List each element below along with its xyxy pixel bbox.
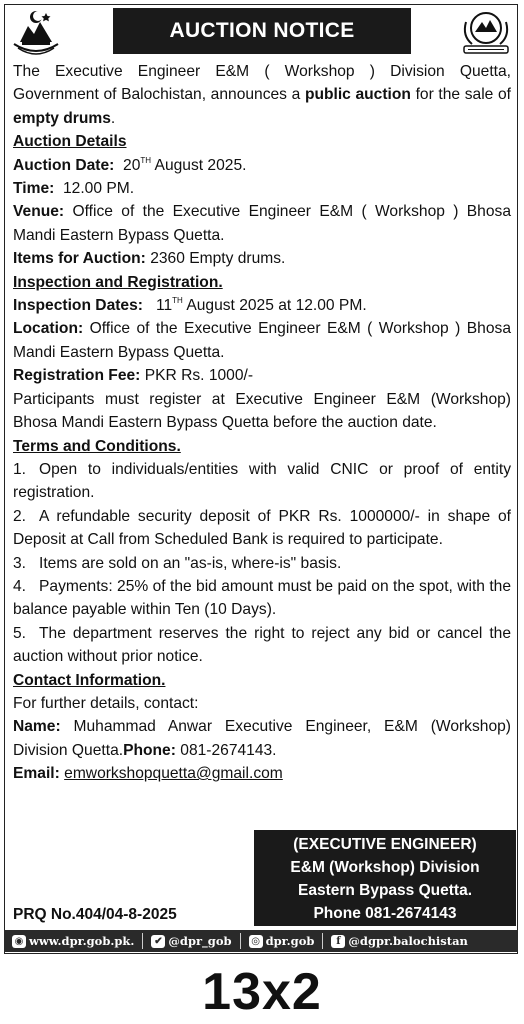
intro-paragraph: The Executive Engineer E&M ( Workshop ) Division Quetta, Government of Balochistan, announces a public auction for the sale of empty drums. [13, 63, 511, 127]
contact-intro: For further details, contact: [13, 694, 199, 712]
auction-date: Auction Date: 20TH August 2025. [13, 155, 247, 174]
office-line-3: Eastern Bypass Quetta. [297, 882, 472, 899]
auction-items: Items for Auction: 2360 Empty drums. [13, 250, 286, 268]
office-signature-box [254, 830, 516, 926]
footer-twitter[interactable]: ✔ @dpr_gob [151, 934, 231, 948]
terms-item-5: 5. The department reserves the right to reject any bid or cancel the auction without prior notice. [13, 624, 511, 666]
inspection-heading: Inspection and Registration. [13, 273, 223, 291]
contact-heading: Contact Information. [13, 671, 166, 689]
inspection-location: Location: Office of the Executive Engineer E&M ( Workshop ) Bhosa Mandi Eastern Bypass Quetta. [13, 320, 511, 361]
auction-time: Time: 12.00 PM. [13, 180, 135, 198]
footer-bar [4, 930, 518, 952]
email-link[interactable]: emworkshopquetta@gmail.com [64, 765, 283, 783]
footer-website[interactable]: ◉ www.dpr.gob.pk. [12, 934, 134, 948]
auction-venue: Venue: Office of the Executive Engineer E&M ( Workshop ) Bhosa Mandi Eastern Bypass Quetta. [13, 203, 511, 244]
terms-item-1: 1. Open to individuals/entities with valid CNIC or proof of entity registration. [13, 460, 511, 502]
auction-details-heading: Auction Details [13, 133, 127, 151]
footer-facebook[interactable]: f @dgpr.balochistan [331, 934, 468, 948]
terms-item-2: 2. A refundable security deposit of PKR Rs. 1000000/- in shape of Deposit at Call from Scheduled Bank is required to participate. [13, 507, 511, 549]
footer-divider [142, 933, 143, 949]
ad-size-label: 13x2 [202, 963, 322, 1021]
contact-name: Name: Muhammad Anwar Executive Engineer, E&M (Workshop) Division Quetta.Phone: 081-2674143. [13, 718, 511, 759]
terms-heading: Terms and Conditions. [13, 437, 181, 455]
footer-divider [240, 933, 241, 949]
prq-number: PRQ No.404/04-8-2025 [13, 906, 177, 923]
office-line-2: E&M (Workshop) Division [290, 859, 480, 876]
office-line-4: Phone 081-2674143 [313, 905, 457, 922]
terms-item-3: 3. Items are sold on an "as-is, where-is" basis. [13, 554, 342, 572]
department-emblem-icon [458, 8, 514, 58]
footer-instagram[interactable]: ◎ dpr.gob [249, 934, 315, 948]
page-title: AUCTION NOTICE [113, 8, 411, 54]
terms-item-4: 4. Payments: 25% of the bid amount must be paid on the spot, with the balance payable within Ten (10 Days). [13, 577, 511, 619]
instagram-icon: ◎ [249, 935, 263, 948]
facebook-icon: f [331, 935, 345, 948]
office-line-1: (EXECUTIVE ENGINEER) [293, 836, 477, 853]
twitter-icon: ✔ [151, 935, 165, 948]
notice-body [13, 60, 511, 786]
registration-note: Participants must register at Executive Engineer E&M (Workshop) Bhosa Mandi Eastern Bypass Quetta before the auction date. [13, 390, 511, 432]
globe-icon: ◉ [12, 935, 26, 948]
contact-email: Email: emworkshopquetta@gmail.com [13, 765, 283, 783]
balochistan-crest-icon [8, 8, 64, 58]
inspection-dates: Inspection Dates: 11TH August 2025 at 12.00 PM. [13, 296, 367, 315]
registration-fee: Registration Fee: PKR Rs. 1000/- [13, 367, 254, 385]
footer-divider [322, 933, 323, 949]
